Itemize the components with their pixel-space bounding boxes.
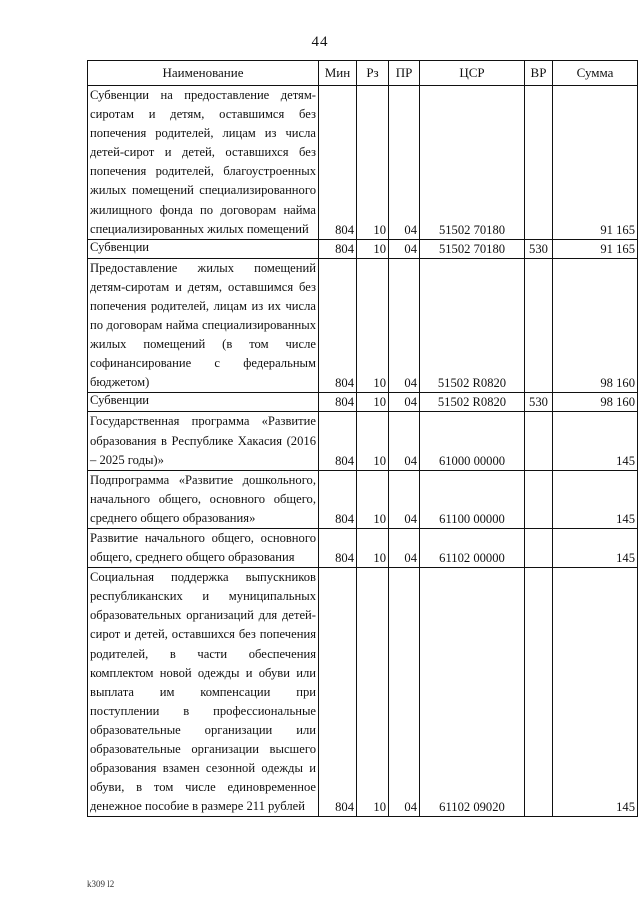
col-header-csr: ЦСР bbox=[420, 61, 525, 86]
row-sum: 145 bbox=[553, 412, 638, 470]
row-rz: 10 bbox=[357, 86, 389, 240]
row-csr: 61102 00000 bbox=[420, 528, 525, 567]
row-pr: 04 bbox=[389, 258, 420, 393]
row-vr: 530 bbox=[525, 393, 553, 412]
row-name: Социальная поддержка выпускников республиканских и муниципальных образовательных организаций для детей-сирот и детей, оставшихся без попечения родителей, в части обеспечения комплектом новой одежды и обуви или выплата им компенсации при поступлении в профессиональные образовательные организации или образовательные организации высшего образования взамен сезонной одежды и обуви, в том числе единовременное денежное пособие в размере 211 рублей bbox=[88, 568, 319, 817]
row-min: 804 bbox=[319, 470, 357, 528]
col-header-name: Наименование bbox=[88, 61, 319, 86]
col-header-sum: Сумма bbox=[553, 61, 638, 86]
row-pr: 04 bbox=[389, 528, 420, 567]
row-vr bbox=[525, 470, 553, 528]
row-rz: 10 bbox=[357, 412, 389, 470]
row-name: Развитие начального общего, основного общего, среднего общего образования bbox=[88, 528, 319, 567]
row-sum: 145 bbox=[553, 568, 638, 817]
row-min: 804 bbox=[319, 412, 357, 470]
row-rz: 10 bbox=[357, 470, 389, 528]
table-row bbox=[88, 412, 638, 470]
table-row bbox=[88, 470, 638, 528]
row-csr: 61102 09020 bbox=[420, 568, 525, 817]
table-row bbox=[88, 393, 638, 412]
row-name: Субвенции bbox=[88, 393, 319, 412]
row-sum: 98 160 bbox=[553, 258, 638, 393]
row-name: Субвенции на предоставление детям-сиротам и детям, оставшимся без попечения родителей, лицам из числа детей-сирот и детей, оставшихся без попечения родителей, благоустроенных жилых помещений специализированного жилищного фонда по договорам найма специализированных жилых помещений bbox=[88, 86, 319, 240]
row-vr bbox=[525, 86, 553, 240]
row-csr: 51502 R0820 bbox=[420, 258, 525, 393]
col-header-min: Мин bbox=[319, 61, 357, 86]
row-name: Подпрограмма «Развитие дошкольного, начального общего, основного общего, среднего общего образования» bbox=[88, 470, 319, 528]
row-vr: 530 bbox=[525, 239, 553, 258]
row-pr: 04 bbox=[389, 239, 420, 258]
row-sum: 91 165 bbox=[553, 239, 638, 258]
row-min: 804 bbox=[319, 528, 357, 567]
row-csr: 51502 70180 bbox=[420, 86, 525, 240]
row-rz: 10 bbox=[357, 528, 389, 567]
table-row bbox=[88, 568, 638, 817]
row-pr: 04 bbox=[389, 470, 420, 528]
row-name: Государственная программа «Развитие образования в Республике Хакасия (2016 – 2025 годы)» bbox=[88, 412, 319, 470]
row-rz: 10 bbox=[357, 393, 389, 412]
table-row bbox=[88, 528, 638, 567]
row-sum: 145 bbox=[553, 528, 638, 567]
table-row bbox=[88, 258, 638, 393]
row-sum: 145 bbox=[553, 470, 638, 528]
row-vr bbox=[525, 568, 553, 817]
col-header-vr: ВР bbox=[525, 61, 553, 86]
table-row bbox=[88, 86, 638, 240]
row-pr: 04 bbox=[389, 568, 420, 817]
row-sum: 91 165 bbox=[553, 86, 638, 240]
table-header-row bbox=[88, 61, 638, 86]
budget-table bbox=[87, 60, 638, 817]
row-min: 804 bbox=[319, 86, 357, 240]
row-pr: 04 bbox=[389, 393, 420, 412]
row-rz: 10 bbox=[357, 568, 389, 817]
row-name: Предоставление жилых помещений детям-сиротам и детям, оставшимся без попечения родителей, лицам из их числа по договорам найма специализированных жилых помещений (в том числе софинансирование с федеральным бюджетом) bbox=[88, 258, 319, 393]
row-csr: 51502 R0820 bbox=[420, 393, 525, 412]
row-vr bbox=[525, 412, 553, 470]
row-min: 804 bbox=[319, 239, 357, 258]
col-header-pr: ПР bbox=[389, 61, 420, 86]
row-vr bbox=[525, 528, 553, 567]
row-name: Субвенции bbox=[88, 239, 319, 258]
row-csr: 51502 70180 bbox=[420, 239, 525, 258]
table-row bbox=[88, 239, 638, 258]
page-number: 44 bbox=[311, 34, 329, 50]
row-pr: 04 bbox=[389, 86, 420, 240]
row-csr: 61100 00000 bbox=[420, 470, 525, 528]
row-rz: 10 bbox=[357, 239, 389, 258]
row-min: 804 bbox=[319, 258, 357, 393]
row-min: 804 bbox=[319, 568, 357, 817]
row-sum: 98 160 bbox=[553, 393, 638, 412]
col-header-rz: Рз bbox=[357, 61, 389, 86]
row-vr bbox=[525, 258, 553, 393]
footer-code: k309 l2 bbox=[87, 879, 115, 889]
row-rz: 10 bbox=[357, 258, 389, 393]
row-pr: 04 bbox=[389, 412, 420, 470]
row-csr: 61000 00000 bbox=[420, 412, 525, 470]
row-min: 804 bbox=[319, 393, 357, 412]
